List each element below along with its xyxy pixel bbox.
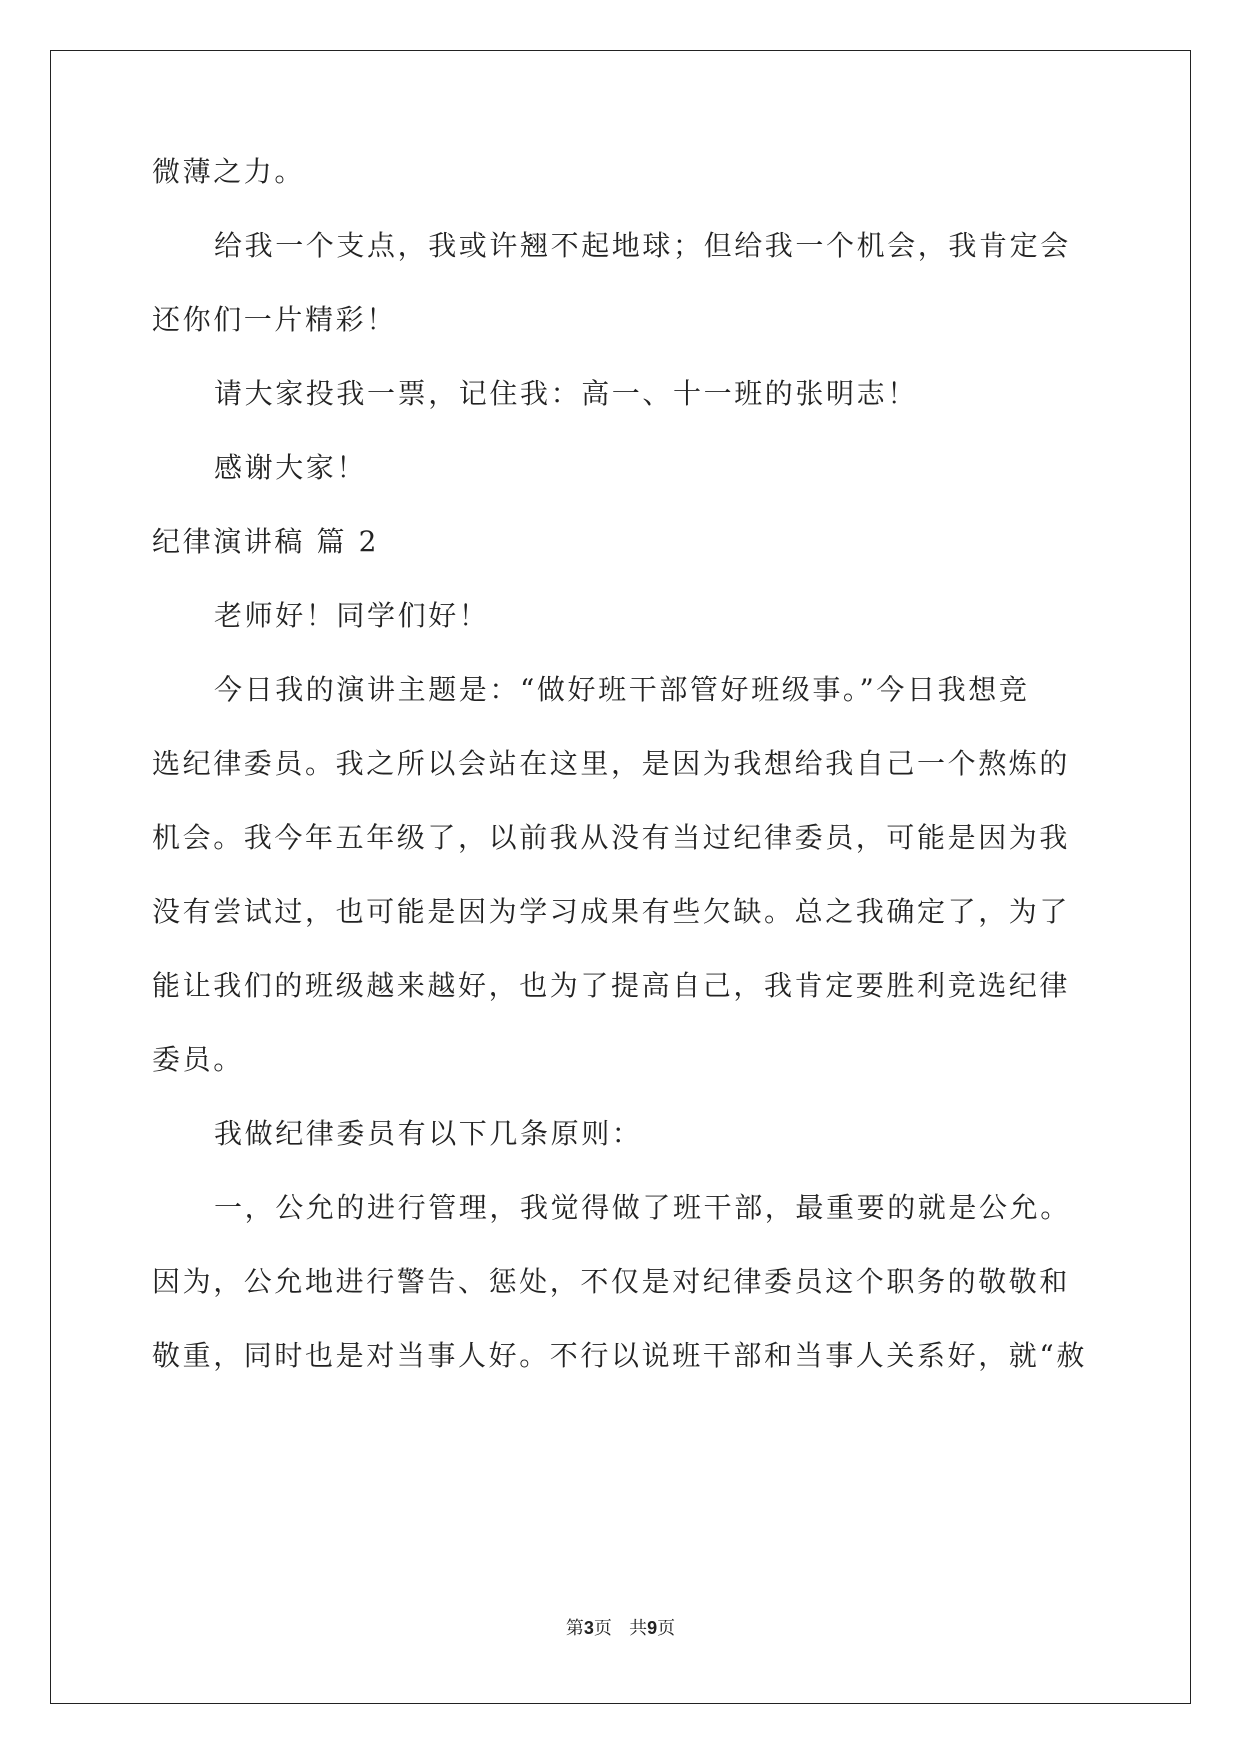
- text-line: 感谢大家！: [214, 451, 368, 484]
- total-page-number: 9: [647, 1618, 658, 1638]
- footer-prefix: 第: [565, 1618, 584, 1639]
- page-border: [50, 50, 1191, 1704]
- text-line: 没有尝试过，也可能是因为学习成果有些欠缺。总之我确定了，为了: [152, 895, 1071, 928]
- current-page-number: 3: [583, 1618, 594, 1638]
- text-line: 请大家投我一票，记住我：高一、十一班的张明志！: [214, 377, 918, 410]
- text-line: 还你们一片精彩！: [152, 303, 397, 336]
- text-line: 机会。我今年五年级了，以前我从没有当过纪律委员，可能是因为我: [152, 821, 1071, 854]
- footer-total-prefix: 共: [629, 1618, 648, 1639]
- text-line: 因为，公允地进行警告、惩处，不仅是对纪律委员这个职务的敬敬和: [152, 1265, 1071, 1298]
- text-line: 能让我们的班级越来越好，也为了提高自己，我肯定要胜利竞选纪律: [152, 969, 1071, 1002]
- text-line: 老师好！同学们好！: [214, 599, 490, 632]
- page-footer: [0, 1614, 1241, 1640]
- text-line: 给我一个支点，我或许翘不起地球；但给我一个机会，我肯定会: [214, 229, 1071, 262]
- text-line: 敬重，同时也是对当事人好。不行以说班干部和当事人关系好，就“赦: [152, 1339, 1087, 1372]
- footer-page-suffix: 页: [593, 1618, 612, 1639]
- text-line: 微薄之力。: [152, 155, 306, 188]
- text-line: 委员。: [152, 1043, 244, 1076]
- text-line: 今日我的演讲主题是：“做好班干部管好班级事。”今日我想竞: [214, 673, 1030, 706]
- text-line: 选纪律委员。我之所以会站在这里，是因为我想给我自己一个熬炼的: [152, 747, 1071, 780]
- section-heading: 纪律演讲稿 篇 2: [152, 525, 380, 558]
- text-line: 我做纪律委员有以下几条原则：: [214, 1117, 643, 1150]
- text-line: 一，公允的进行管理，我觉得做了班干部，最重要的就是公允。: [214, 1191, 1071, 1224]
- footer-total-suffix: 页: [657, 1618, 676, 1639]
